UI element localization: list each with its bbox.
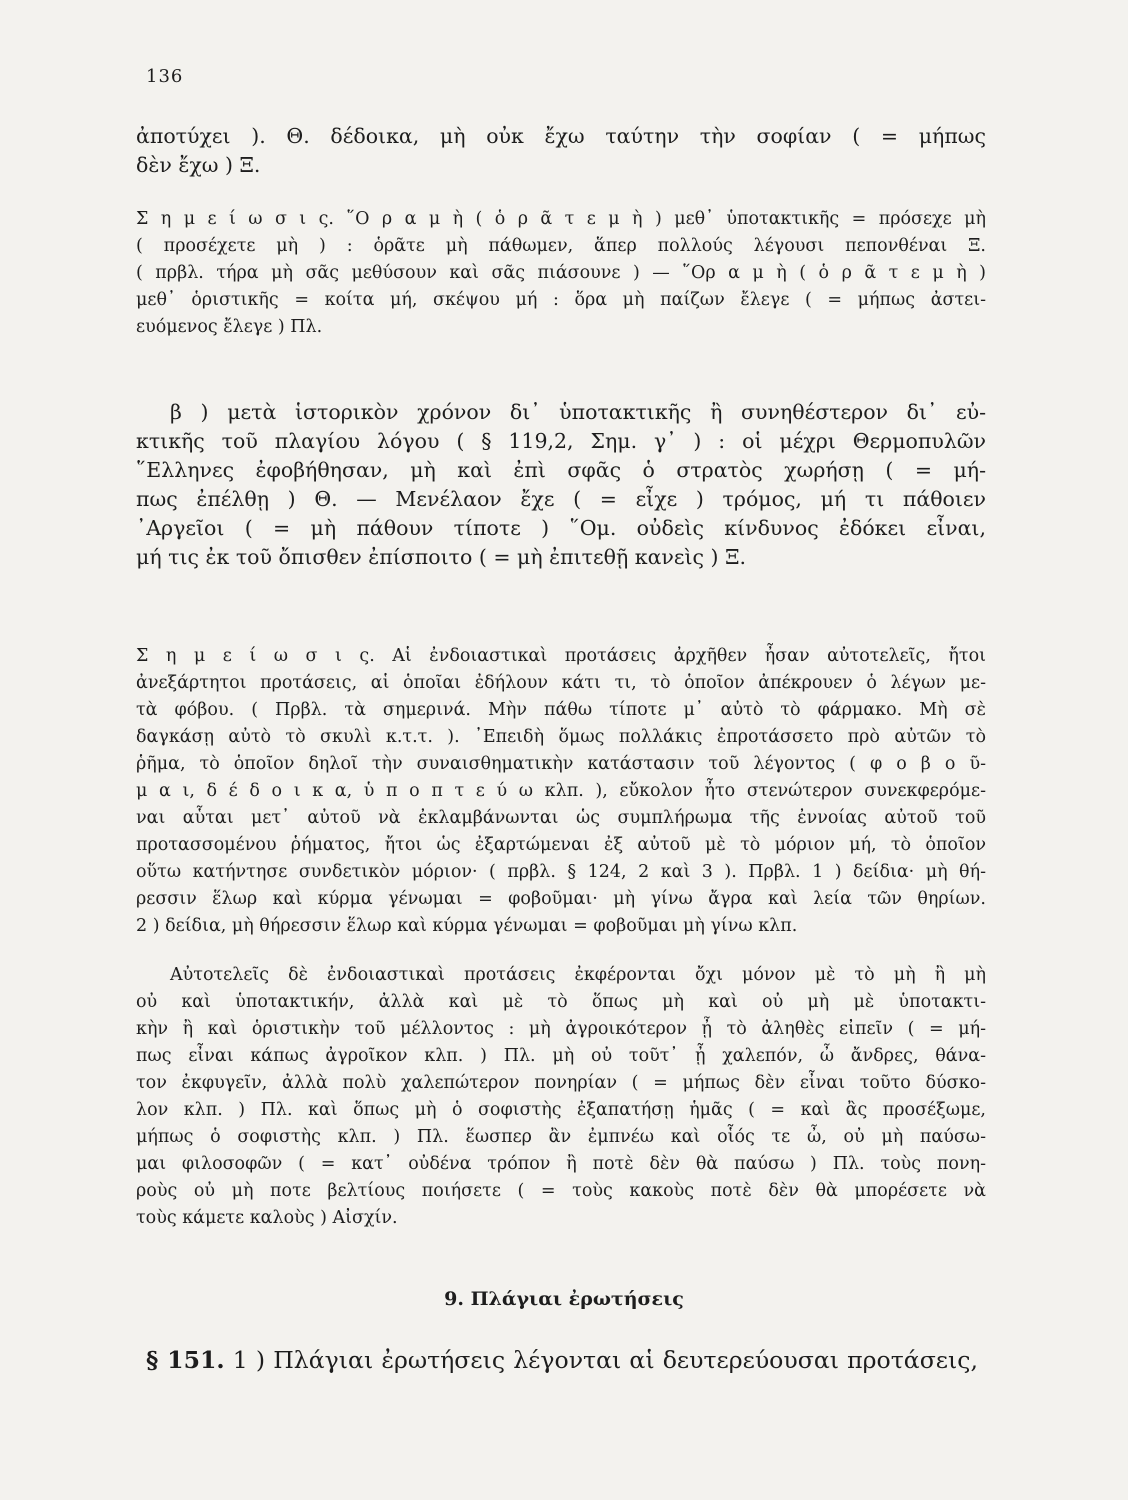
text-line: ροὺς οὐ μὴ ποτε βελτίους ποιήσετε ( = τοὺς κακοὺς ποτὲ δὲν θὰ μπορέσετε νὰ (136, 1181, 986, 1201)
text-line: πως εἶναι κάπως ἀγροῖκον κλπ. ) Πλ. μὴ οὐ τοῦτ᾽ ᾖ χαλεπόν, ὦ ἄνδρες, θάνα- (136, 1046, 986, 1066)
text-line: τον ἐκφυγεῖν, ἀλλὰ πολὺ χαλεπώτερον πονηρίαν ( = μήπως δὲν εἶναι τοῦτο δύσκο- (136, 1073, 986, 1093)
text-line: ἀποτύχει ). Θ. δέδοικα, μὴ οὐκ ἔχω ταύτην τὴν σοφίαν ( = μήπως (136, 124, 986, 148)
text-line: Αὐτοτελεῖς δὲ ἐνδοιαστικαὶ προτάσεις ἐκφέρονται ὄχι μόνον μὲ τὸ μὴ ἢ μὴ (170, 965, 986, 985)
text-line: κτικῆς τοῦ πλαγίου λόγου ( § 119,2, Σημ. γ᾽ ) : οἱ μέχρι Θερμοπυλῶν (136, 429, 986, 453)
section-mark: § 151. (146, 1346, 225, 1374)
text-line: ῞Ελληνες ἐφοβήθησαν, μὴ καὶ ἐπὶ σφᾶς ὁ στρατὸς χωρήσῃ ( = μή- (136, 458, 986, 482)
text-line: ( προσέχετε μὴ ) : ὁρᾶτε μὴ πάθωμεν, ἅπερ πολλούς λέγουσι πεπονθέναι Ξ. (136, 236, 986, 256)
text-line: ευόμενος ἔλεγε ) Πλ. (136, 317, 323, 337)
note-1 (136, 206, 986, 341)
text-line: ναι αὗται μετ᾽ αὐτοῦ νὰ ἐκλαμβάνωνται ὡς συμπλήρωμα τῆς ἐννοίας αὐτοῦ τοῦ (136, 808, 986, 828)
text-line: δὲν ἔχω ) Ξ. (136, 153, 261, 177)
text-line: οὐ καὶ ὑποτακτικήν, ἀλλὰ καὶ μὲ τὸ ὅπως μὴ καὶ οὐ μὴ μὲ ὑποτακτι- (136, 992, 986, 1012)
text-line: μή τις ἐκ τοῦ ὄπισθεν ἐπίσποιτο ( = μὴ ἐπιτεθῇ κανεὶς ) Ξ. (136, 545, 747, 569)
text-line: ῥῆμα, τὸ ὁποῖον δηλοῖ τὴν συναισθηματικὴν κατάστασιν τοῦ λέγοντος ( φ ο β ο ῦ- (136, 754, 986, 774)
text-line: τοὺς κάμετε καλοὺς ) Αἰσχίν. (136, 1208, 398, 1228)
text-line: ρεσσιν ἕλωρ καὶ κύρμα γένωμαι = φοβοῦμαι· μὴ γίνω ἄγρα καὶ λεία τῶν θηρίων. (136, 889, 986, 909)
text-line: πως ἐπέλθῃ ) Θ. — Μενέλαον ἔχε ( = εἶχε ) τρόμος, μή τι πάθοιεν (136, 487, 986, 511)
text-line: β ) μετὰ ἱστορικὸν χρόνον δι᾽ ὑποτακτικῆς ἢ συνηθέστερον δι᾽ εὐ- (170, 400, 986, 424)
page-number: 136 (146, 66, 184, 87)
paragraph-3 (136, 962, 986, 1232)
text-line: οὕτω κατήντησε συνδετικὸν μόριον· ( πρβλ. § 124, 2 καὶ 3 ). Πρβλ. 1 ) δείδια· μὴ θή- (136, 862, 986, 882)
text-line: κὴν ἢ καὶ ὁριστικὴν τοῦ μέλλοντος : μὴ ἀγροικότερον ᾖ τὸ ἀληθὲς εἰπεῖν ( = μή- (136, 1019, 986, 1039)
text-line: μήπως ὁ σοφιστὴς κλπ. ) Πλ. ἕωσπερ ἂν ἐμπνέω καὶ οἷός τε ὦ, οὐ μὴ παύσω- (136, 1127, 986, 1147)
text-line: μεθ᾽ ὁριστικῆς = κοίτα μή, σκέψου μή : ὅρα μὴ παίζων ἔλεγε ( = μήπως ἀστει- (136, 290, 986, 310)
text-line: δαγκάσῃ αὐτὸ τὸ σκυλὶ κ.τ.τ. ). ᾽Επειδὴ ὅμως πολλάκις ἐπροτάσσετο πρὸ αὐτῶν τὸ (136, 727, 986, 747)
text-line: ᾽Αργεῖοι ( = μὴ πάθουν τίποτε ) ῞Ομ. οὐδεὶς κίνδυνος ἐδόκει εἶναι, (136, 516, 986, 540)
paragraph-1 (136, 122, 986, 180)
note-2 (136, 643, 986, 940)
section-heading: 9. Πλάγιαι ἐρωτήσεις (444, 1288, 684, 1310)
section-text: 1 ) Πλάγιαι ἐρωτήσεις λέγονται αἱ δευτερεύουσαι προτάσεις, (232, 1346, 978, 1374)
text-line: τὰ φόβου. ( Πρβλ. τὰ σημερινά. Μὴν πάθω τίποτε μ᾽ αὐτὸ τὸ φάρμακο. Μὴ σὲ (136, 700, 986, 720)
text-line: ἀνεξάρτητοι προτάσεις, αἱ ὁποῖαι ἐδήλουν κάτι τι, τὸ ὁποῖον ἀπέκρουεν ὁ λέγων με- (136, 673, 986, 693)
text-line: μ α ι, δ έ δ ο ι κ α, ὑ π ο π τ ε ύ ω κλπ. ), εὔκολον ἦτο στενώτερον συνεκφερόμε- (136, 781, 986, 801)
paragraph-2 (136, 398, 986, 572)
text-line: μαι φιλοσοφῶν ( = κατ᾽ οὐδένα τρόπον ἢ ποτὲ δὲν θὰ παύσω ) Πλ. τοὺς πονη- (136, 1154, 986, 1174)
text-line: ( πρβλ. τήρα μὴ σᾶς μεθύσουν καὶ σᾶς πιάσουνε ) — ῞Ορ α μ ὴ ( ὁ ρ ᾶ τ ε μ ὴ ) (136, 263, 986, 283)
section-151-line (146, 1346, 978, 1374)
text-line: 2 ) δείδια, μὴ θήρεσσιν ἕλωρ καὶ κύρμα γένωμαι = φοβοῦμαι μὴ γίνω κλπ. (136, 916, 798, 936)
text-line: Σ η μ ε ί ω σ ι ς. ῞Ο ρ α μ ὴ ( ὁ ρ ᾶ τ ε μ ὴ ) μεθ᾽ ὑποτακτικῆς = πρόσεχε μὴ (136, 209, 986, 229)
text-line: λον κλπ. ) Πλ. καὶ ὅπως μὴ ὁ σοφιστὴς ἐξαπατήσῃ ἡμᾶς ( = καὶ ἂς προσέξωμε, (136, 1100, 986, 1120)
text-line: προτασσομένου ῥήματος, ἤτοι ὡς ἐξαρτώμεναι ἐξ αὐτοῦ μὲ τὸ μόριον μή, τὸ ὁποῖον (136, 835, 986, 855)
text-line: Σ η μ ε ί ω σ ι ς. Αἱ ἐνδοιαστικαὶ προτάσεις ἀρχῆθεν ἦσαν αὐτοτελεῖς, ἤτοι (136, 646, 986, 666)
